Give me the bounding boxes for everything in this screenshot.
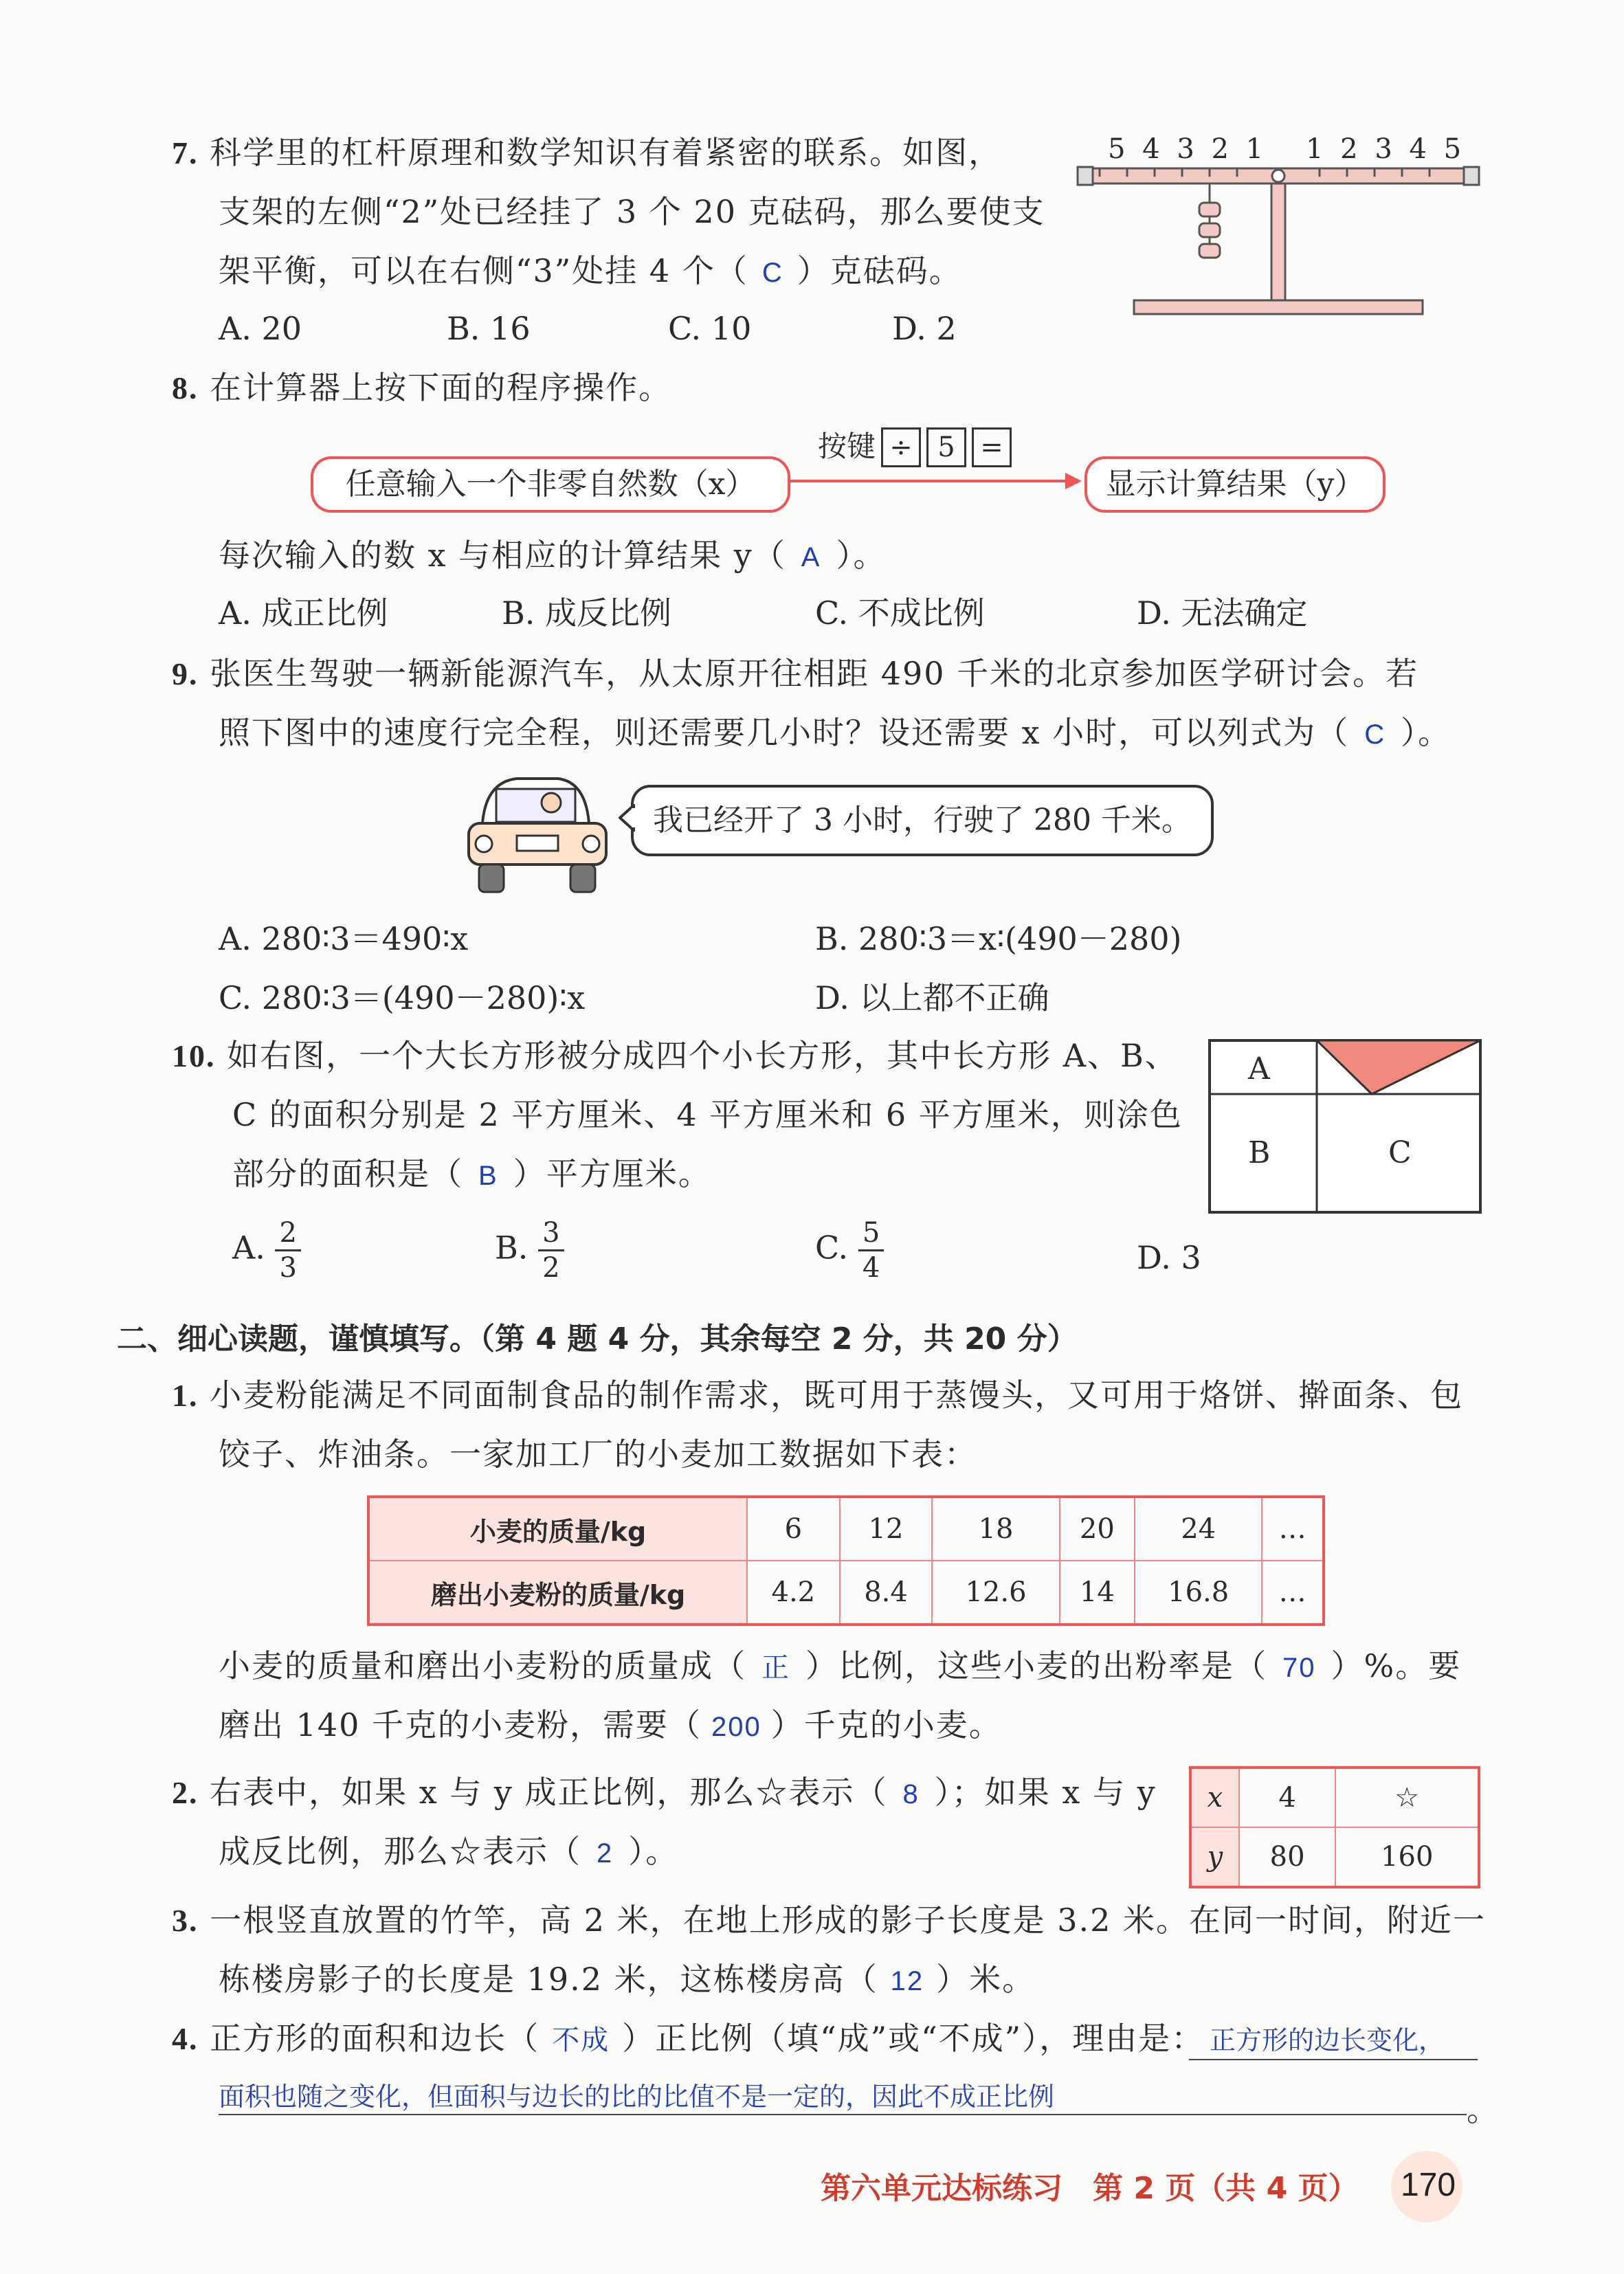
q10-option-b: B. $\frac{3}{2}$	[495, 1216, 564, 1284]
s3-number: 3.	[172, 1903, 199, 1938]
s2-answer-1: 8	[902, 1779, 920, 1809]
page-number: 170	[1401, 2167, 1456, 2203]
q9-option-d: D. 以上都不正确	[815, 979, 1049, 1016]
table-row: x 4 ☆	[1190, 1768, 1479, 1827]
s2-answer-2: 2	[597, 1838, 614, 1869]
lever-scale-left: 5 4 3 2 1	[1108, 133, 1268, 165]
q7-option-d: D. 2	[892, 310, 957, 347]
q7-option-a: A. 20	[219, 310, 302, 347]
table-row: y 80 160	[1190, 1827, 1479, 1887]
s1-answer-3: 200	[711, 1712, 761, 1742]
q10-line3: 部分的面积是（ B ）平方厘米。	[232, 1155, 711, 1192]
s4-underline-1	[1189, 2059, 1478, 2060]
q7-line3: 架平衡，可以在右侧“3”处挂 4 个（ C ）克砝码。	[219, 252, 962, 289]
s2-number: 2.	[172, 1775, 199, 1810]
q8-option-c: C. 不成比例	[815, 594, 985, 632]
q8-line1: 8. 在计算器上按下面的程序操作。	[172, 369, 672, 406]
s4-answer-1: 不成	[552, 2025, 610, 2055]
lever-scale-right: 1 2 3 4 5	[1306, 133, 1466, 165]
table-row: 磨出小麦粉的质量/kg 4.2 8.4 12.6 14 16.8 …	[368, 1561, 1324, 1625]
q7-line2: 支架的左侧“2”处已经挂了 3 个 20 克砝码，那么要使支	[219, 193, 1045, 230]
q10-answer: B	[478, 1161, 498, 1191]
q8-option-b: B. 成反比例	[502, 594, 672, 632]
q9-answer: C	[1364, 720, 1386, 750]
q10-number: 10.	[172, 1038, 216, 1073]
s1-line2: 饺子、炸油条。一家加工厂的小麦加工数据如下表：	[219, 1436, 977, 1473]
q9-speech-bubble: 我已经开了 3 小时，行驶了 280 千米。	[631, 785, 1214, 856]
wheat-table	[367, 1495, 1325, 1626]
s1-line4: 磨出 140 千克的小麦粉，需要（ 200 ）千克的小麦。	[219, 1706, 1002, 1743]
s2-line1: 2. 右表中，如果 x 与 y 成正比例，那么☆表示（ 8 ）；如果 x 与 y	[172, 1774, 1157, 1811]
q7-number: 7.	[172, 135, 199, 170]
q8-input-box: 任意输入一个非零自然数（x）	[311, 456, 790, 513]
s4-line1: 4. 正方形的面积和边长（ 不成 ）正比例（填“成”或“不成”），理由是：	[172, 2020, 1205, 2057]
s3-answer: 12	[890, 1966, 924, 1996]
s3-line1: 3. 一根竖直放置的竹竿，高 2 米，在地上形成的影子长度是 3.2 米。在同一时间，附近一	[172, 1902, 1487, 1939]
q10-line2: C 的面积分别是 2 平方厘米、4 平方厘米和 6 平方厘米，则涂色	[232, 1096, 1183, 1133]
q9-option-c: C. 280∶3＝(490－280)∶x	[219, 979, 586, 1016]
q10-option-a: A. $\frac{2}{3}$	[232, 1216, 301, 1284]
q7-option-c: C. 10	[668, 310, 752, 347]
q8-output-box: 显示计算结果（y）	[1084, 456, 1386, 513]
s4-reason-line1: 正方形的边长变化，	[1210, 2027, 1445, 2055]
q7-answer: C	[761, 258, 783, 288]
s1-answer-2: 70	[1282, 1653, 1316, 1683]
car-driver-illustration	[455, 768, 613, 906]
diagram-label-a: A	[1248, 1051, 1270, 1086]
diagram-label-c: C	[1388, 1135, 1412, 1170]
footer-text: 第六单元达标练习 第 2 页（共 4 页）	[821, 2171, 1359, 2206]
q8-keys: 按键 ÷ 5 =	[818, 427, 1012, 467]
s1-number: 1.	[172, 1378, 199, 1413]
q8-arrow	[788, 467, 1083, 495]
s1-line1: 1. 小麦粉能满足不同面制食品的制作需求，既可用于蒸馒头，又可用于烙饼、擀面条、包	[172, 1376, 1464, 1414]
s1-answer-1: 正	[761, 1653, 790, 1683]
s4-underline-2	[219, 2114, 1467, 2115]
q9-option-b: B. 280∶3＝x∶(490－280)	[815, 920, 1182, 957]
section2-title: 二、细心读题，谨慎填写。（第 4 题 4 分，其余每空 2 分，共 20 分）	[117, 1322, 1078, 1357]
q10-line1: 10. 如右图，一个大长方形被分成四个小长方形，其中长方形 A、B、	[172, 1037, 1178, 1074]
q9-line2: 照下图中的速度行完全程，则还需要几小时？设还需要 x 小时，可以列式为（ C ）。	[219, 714, 1451, 751]
s4-number: 4.	[172, 2021, 199, 2056]
divide-key: ÷	[881, 427, 921, 467]
xy-table	[1189, 1766, 1480, 1888]
q7-option-b: B. 16	[447, 310, 531, 347]
s2-line2: 成反比例，那么☆表示（ 2 ）。	[219, 1833, 679, 1870]
q7-line1: 7. 科学里的杠杆原理和数学知识有着紧密的联系。如图，	[172, 134, 1002, 171]
equals-key: =	[972, 427, 1012, 467]
table-row: 小麦的质量/kg 6 12 18 20 24 …	[368, 1497, 1324, 1561]
q8-option-a: A. 成正比例	[219, 594, 388, 632]
s4-end-mark: 。	[1467, 2091, 1498, 2128]
q9-number: 9.	[172, 656, 199, 691]
q10-option-c: C. $\frac{5}{4}$	[815, 1216, 884, 1284]
s3-line2: 栋楼房影子的长度是 19.2 米，这栋楼房高（ 12 ）米。	[219, 1961, 1036, 1998]
s4-reason-line2: 面积也随之变化，但面积与边长的比的比值不是一定的，因此不成正比例	[219, 2083, 1055, 2112]
q8-line2: 每次输入的数 x 与相应的计算结果 y（ A ）。	[219, 537, 887, 574]
q9-line1: 9. 张医生驾驶一辆新能源汽车，从太原开往相距 490 千米的北京参加医学研讨会。若	[172, 655, 1419, 692]
q10-option-d: D. 3	[1137, 1239, 1201, 1276]
q8-option-d: D. 无法确定	[1137, 594, 1308, 632]
q8-answer: A	[801, 542, 821, 572]
q9-option-a: A. 280∶3＝490∶x	[219, 920, 469, 957]
five-key: 5	[926, 427, 966, 467]
q8-number: 8.	[172, 370, 199, 405]
bubble-tail	[619, 804, 635, 832]
s1-line3: 小麦的质量和磨出小麦粉的质量成（ 正 ）比例，这些小麦的出粉率是（ 70 ）%。要	[219, 1647, 1462, 1684]
diagram-label-b: B	[1248, 1135, 1271, 1170]
